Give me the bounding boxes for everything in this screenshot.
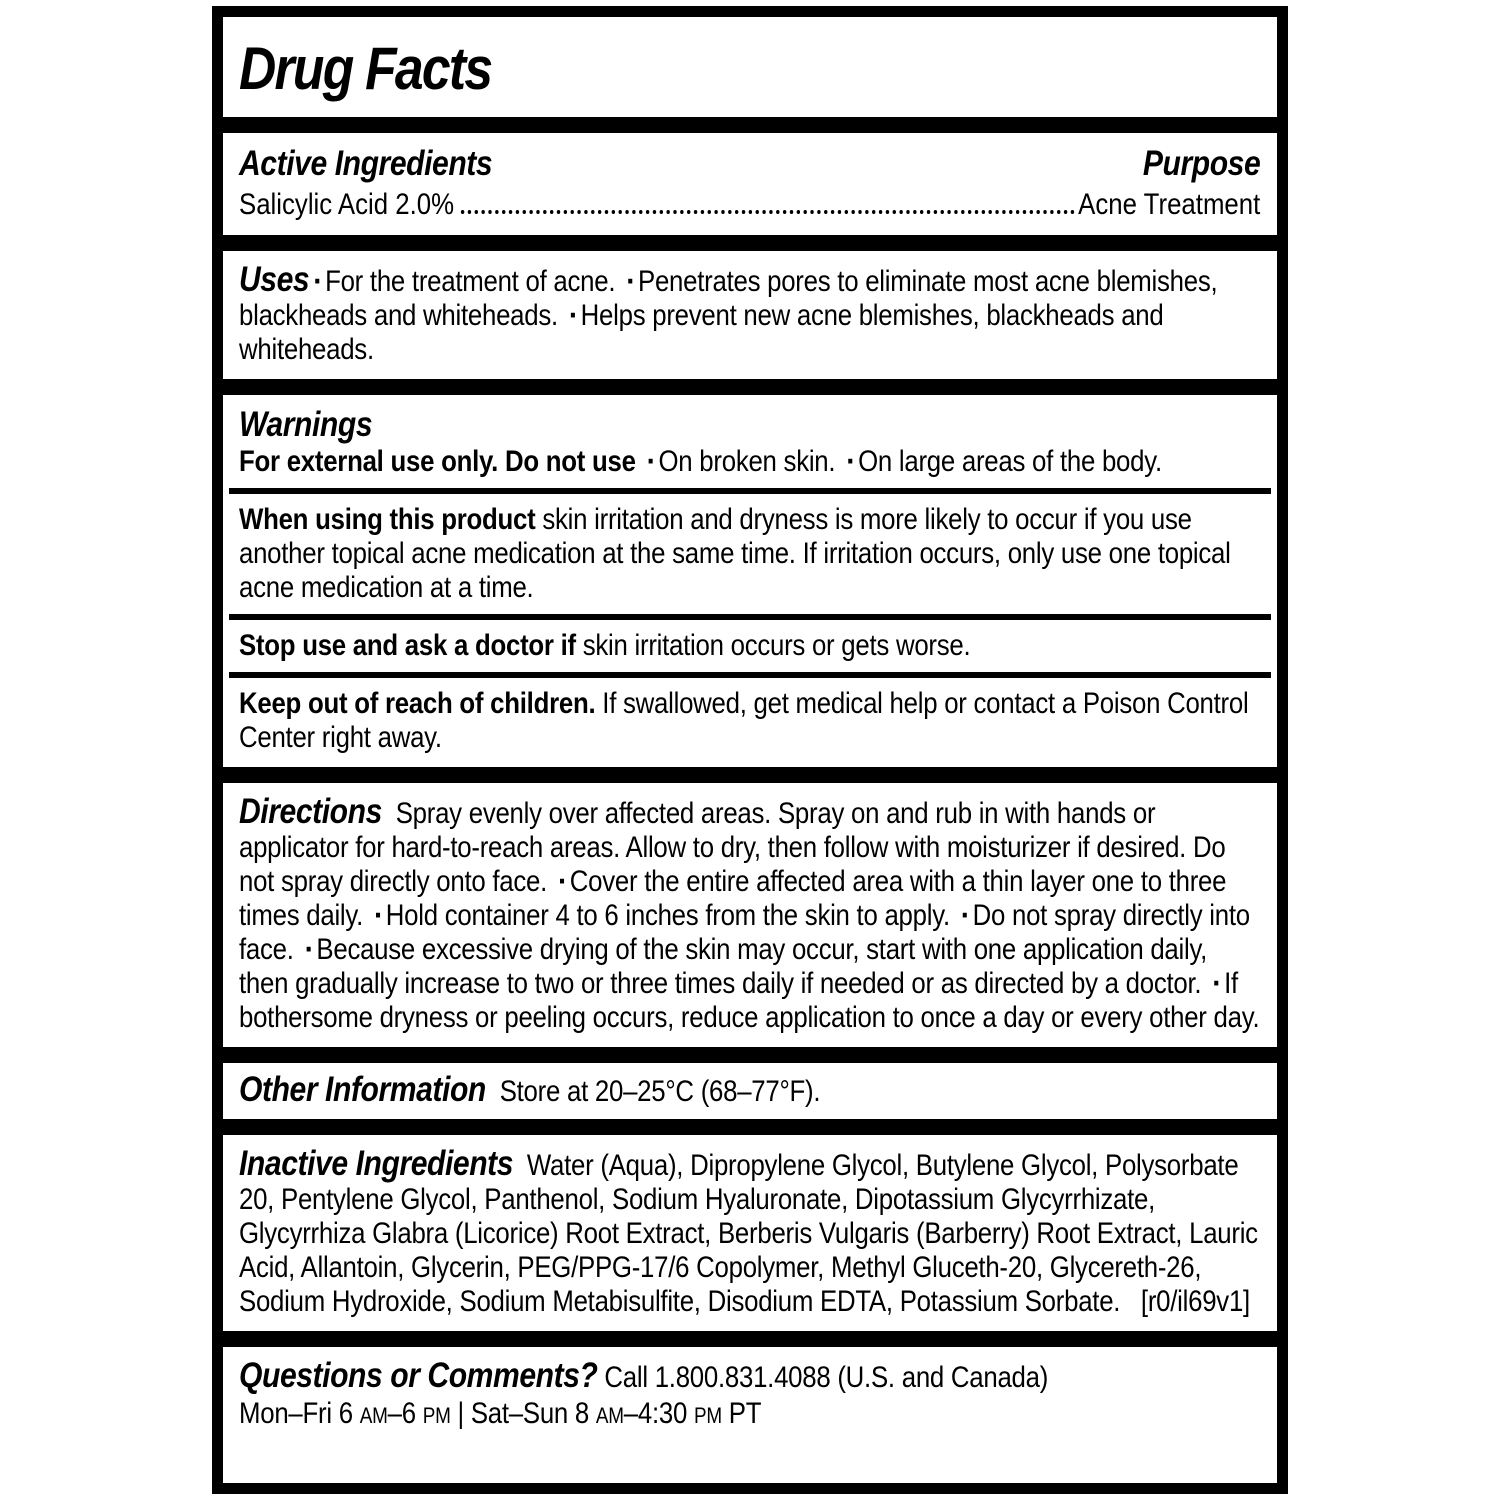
text-segment: On large areas of the body. (858, 445, 1162, 478)
text-segment: Uses (239, 260, 310, 299)
warnings-heading: Warnings (239, 405, 373, 444)
text-segment: AM (595, 1403, 624, 1428)
text-segment: Other Information (239, 1070, 486, 1109)
text-segment: –6 (387, 1397, 423, 1430)
section-divider-bar (223, 117, 1277, 133)
questions-line2 (239, 1395, 1260, 1435)
section-divider-bar (223, 379, 1277, 395)
text-segment: Hold container 4 to 6 inches from the skin to apply. (385, 899, 957, 932)
text-segment: If bothersome dryness or peeling occurs, reduce application to once a day or every other day. (239, 967, 1260, 1034)
text-segment: Call 1.800.831.4088 (U.S. and Canada) (597, 1361, 1049, 1394)
text-segment: If swallowed, get medical help or contact a Poison Control Center right away. (239, 687, 1249, 754)
bullet-icon: ▪ (569, 305, 576, 326)
text-segment: Penetrates pores to eliminate most acne blemishes, blackheads and whiteheads. (239, 265, 1218, 332)
text-segment: PT (721, 1397, 762, 1430)
text-segment: PM (422, 1403, 451, 1428)
section-title (223, 17, 1277, 117)
text-segment: For external use only. Do not use (239, 445, 643, 478)
uses-paragraph (239, 260, 1260, 367)
other-information-paragraph (239, 1070, 1260, 1109)
text-segment: Helps prevent new acne blemishes, blackheads and whiteheads. (239, 299, 1164, 366)
bullet-icon: ▪ (627, 271, 633, 292)
bullet-icon: ▪ (647, 451, 654, 472)
when-using-paragraph (239, 503, 1260, 605)
text-segment: PM (693, 1403, 722, 1428)
section-divider-bar (223, 767, 1277, 783)
questions-line1 (239, 1356, 1260, 1395)
text-segment: skin irritation and dryness is more likely to occur if you use another topical acne medication at the same time. If irritation occurs, only use one topical acne medication at a time. (239, 503, 1231, 604)
section-divider-bar (223, 1119, 1277, 1135)
do-not-use-paragraph (239, 445, 1260, 479)
section-divider-bar (223, 235, 1277, 251)
text-segment: Because excessive drying of the skin may occur, start with one application daily, then gradually increase to two or three times daily if needed or as directed by a doctor. (239, 933, 1209, 1000)
text-segment: –4:30 (623, 1397, 694, 1430)
text-segment: Spray evenly over affected areas. Spray on and rub in with hands or applicator for hard-to-reach areas. Allow to dry, then follow with moisturizer if desired. Do not spray directly onto face. (239, 797, 1226, 898)
bullet-icon: ▪ (961, 905, 968, 926)
inactive-ingredients-paragraph (239, 1144, 1260, 1319)
text-segment: Stop use and ask a doctor if (239, 629, 576, 662)
text-segment: AM (359, 1403, 388, 1428)
text-segment: Do not spray directly into face. (239, 899, 1250, 966)
drug-facts-title: Drug Facts (239, 35, 492, 102)
text-segment: skin irritation occurs or gets worse. (575, 629, 971, 662)
text-segment: Cover the entire affected area with a thin layer one to three times daily. (239, 865, 1227, 932)
section-other-information (223, 1063, 1277, 1119)
text-segment: Questions or Comments? (239, 1356, 598, 1395)
text-segment: When using this product (239, 503, 536, 536)
section-divider-bar (223, 1047, 1277, 1063)
text-segment: Keep out of reach of children. (239, 687, 596, 720)
purpose-heading: Purpose (1142, 144, 1261, 183)
section-uses (223, 251, 1277, 379)
ingredient-name: Salicylic Acid 2.0% (239, 188, 455, 221)
section-questions (223, 1347, 1277, 1445)
dot-leader (461, 210, 1075, 214)
text-segment: Mon–Fri 6 (239, 1397, 360, 1430)
text-segment: | Sat–Sun 8 (450, 1397, 596, 1430)
section-directions (223, 783, 1277, 1047)
bullet-icon: ▪ (847, 451, 853, 472)
directions-paragraph (239, 792, 1260, 1035)
text-segment: Water (Aqua), Dipropylene Glycol, Butylene Glycol, Polysorbate 20, Pentylene Glycol, Panthenol, Sodium Hyaluronate, Dipotassium Glycyrrhizate, Glycyrrhiza Glabra (Licorice) Root Extract, Berberis Vulgaris (Barberry) Root Extract, Lauric Acid, Allantoin, Glycerin, PEG/PPG-17/6 Copolymer, Methyl Gluceth-20, Glycereth-26, Sodium Hydroxide, Sodium Metabisulfite, Disodium EDTA, Potassium Sorbate. [r0/il69v1] (239, 1149, 1258, 1318)
section-warnings (223, 395, 1277, 767)
bullet-icon: ▪ (1213, 973, 1219, 994)
text-segment: Inactive Ingredients (239, 1144, 514, 1183)
bullet-icon: ▪ (314, 271, 320, 292)
drug-facts-panel (212, 6, 1288, 1494)
text-segment: For the treatment of acne. (325, 265, 623, 298)
stop-use-paragraph (239, 629, 1260, 663)
bullet-icon: ▪ (559, 871, 565, 892)
text-segment: On broken skin. (658, 445, 843, 478)
section-inactive-ingredients (223, 1135, 1277, 1331)
text-segment: Store at 20–25°C (68–77°F). (485, 1075, 821, 1108)
bullet-icon: ▪ (305, 939, 312, 960)
text-segment: Directions (239, 792, 382, 831)
section-active-ingredients (223, 133, 1277, 235)
section-divider-bar (223, 1331, 1277, 1347)
active-ingredients-heading: Active Ingredients (239, 144, 493, 183)
active-ingredient-row (239, 185, 1260, 225)
keep-out-paragraph (239, 687, 1260, 755)
purpose-value: Acne Treatment (1078, 188, 1261, 221)
bullet-icon: ▪ (375, 905, 381, 926)
